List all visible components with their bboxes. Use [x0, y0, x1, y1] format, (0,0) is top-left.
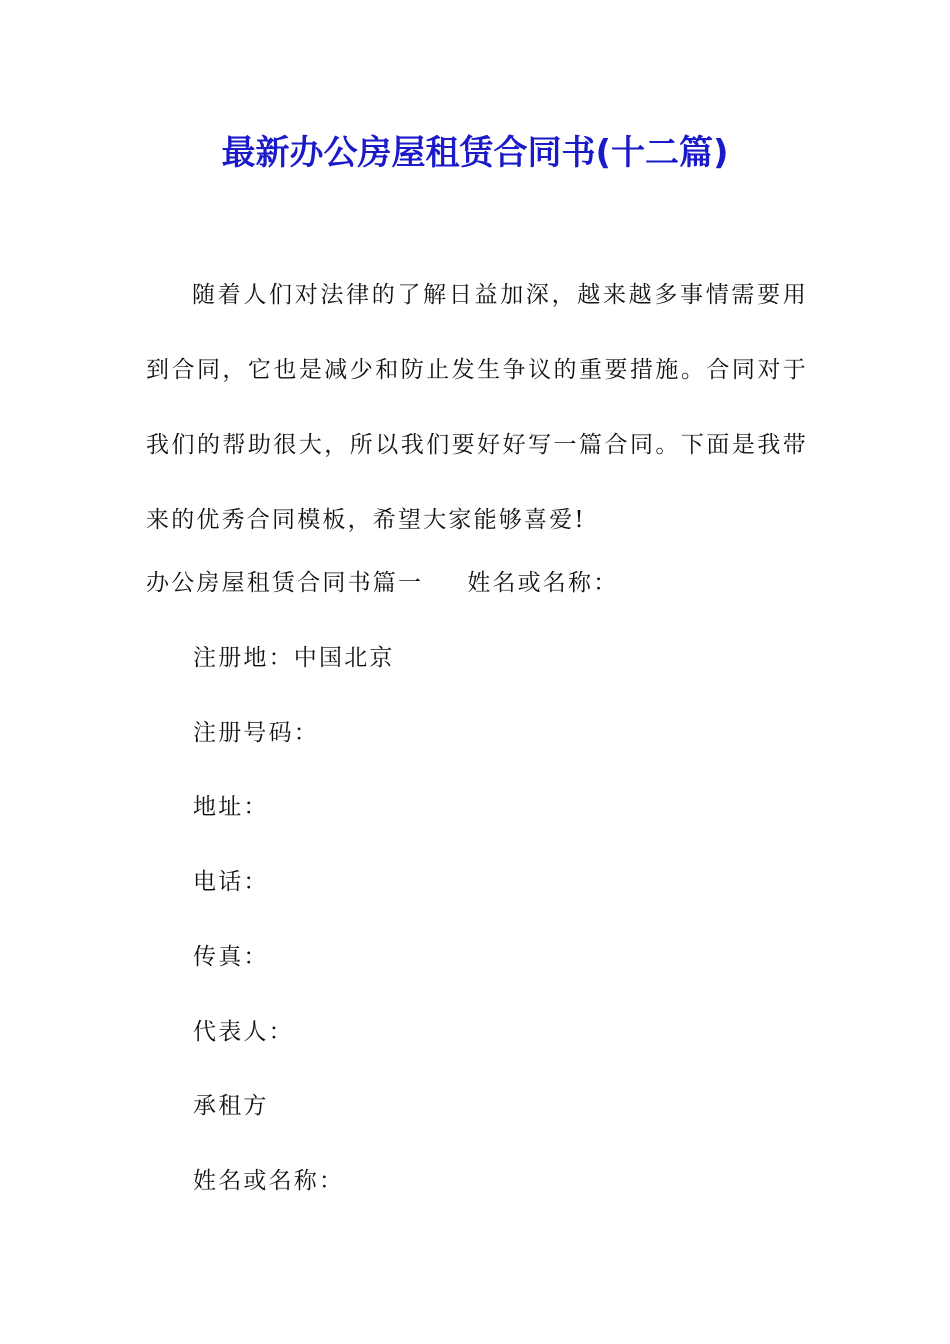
- section-heading-line: [146, 563, 618, 603]
- field-representative: 代表人：: [193, 1019, 294, 1045]
- field-registered-place: 注册地：中国北京: [193, 645, 395, 671]
- section-heading: 办公房屋租赁合同书篇一: [146, 570, 424, 596]
- field-lessee-name: 姓名或名称：: [193, 1168, 345, 1194]
- field-registration-number: 注册号码：: [193, 720, 319, 746]
- field-phone: 电话：: [193, 869, 269, 895]
- field-address: 地址：: [193, 794, 269, 820]
- intro-paragraph: 随着人们对法律的了解日益加深，越来越多事情需要用到合同，它也是减少和防止发生争议的重要措施。合同对于我们的帮助很大，所以我们要好好写一篇合同。下面是我带来的优秀合同模板，希望大家能够喜爱!: [146, 282, 808, 533]
- field-fax: 传真：: [193, 944, 269, 970]
- section-first-field: 姓名或名称：: [467, 570, 619, 596]
- field-lessee-heading: 承租方: [193, 1093, 269, 1119]
- document-title: 最新办公房屋租赁合同书(十二篇): [221, 133, 729, 173]
